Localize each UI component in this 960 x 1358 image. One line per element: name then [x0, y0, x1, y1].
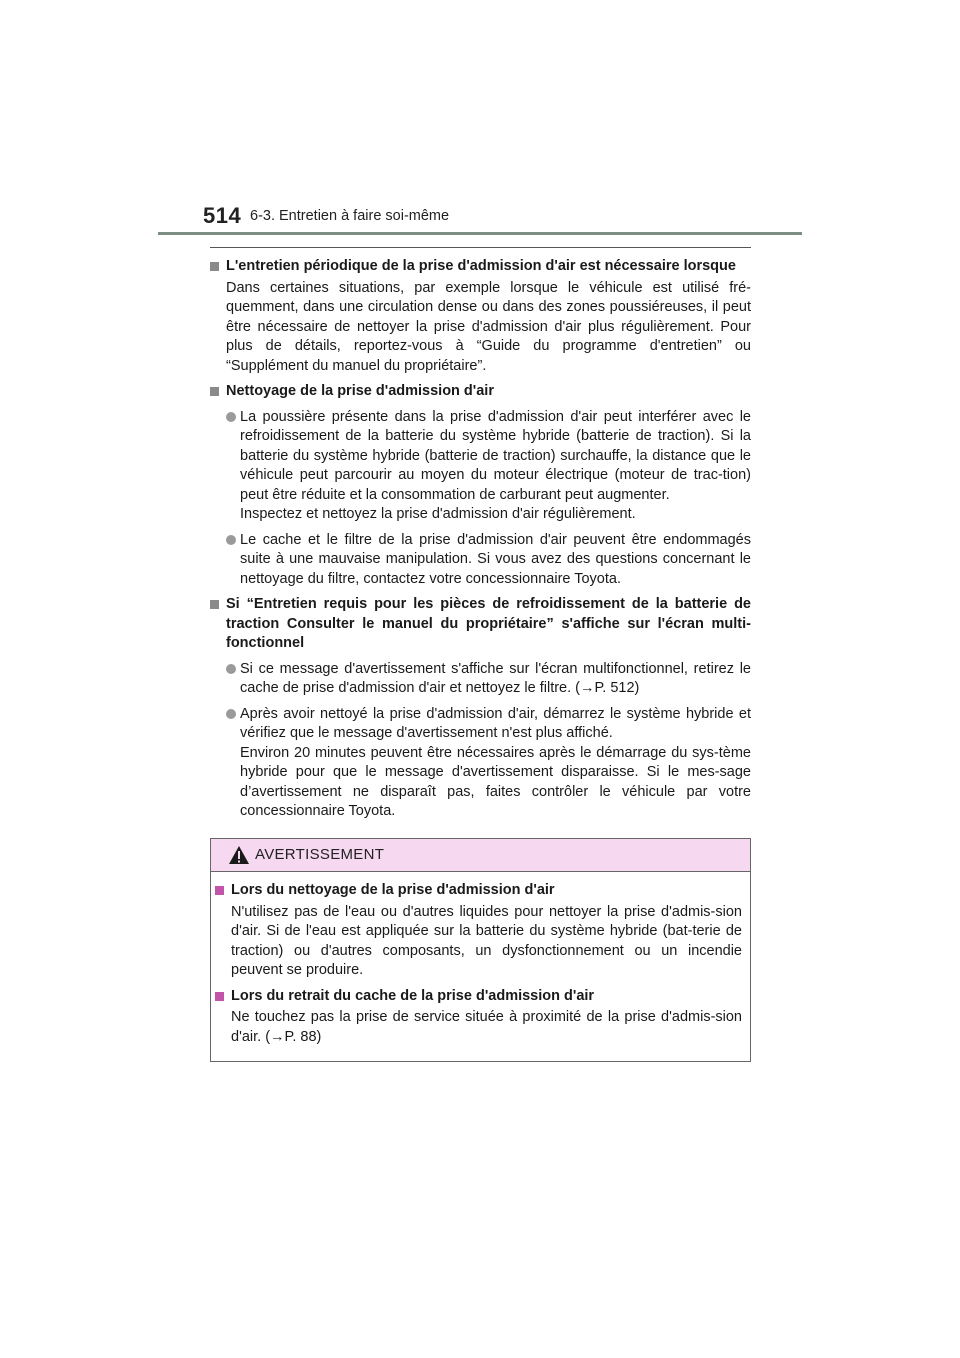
square-bullet-icon: [215, 992, 224, 1001]
heading-periodic-maintenance: [210, 257, 751, 277]
warning-title: AVERTISSEMENT: [255, 846, 385, 863]
square-bullet-icon: [215, 886, 224, 895]
bullet-subtext: Environ 20 minutes peuvent être nécessaires après le démarrage du sys-tème hybride pour que le message d'avertissement disparaisse. Si le mes-sage d’avertissement ne disparaît pas, faites contrôler le véhicule par votre concessionnaire Toyota.: [240, 744, 751, 819]
warning-box: [210, 838, 751, 1062]
square-bullet-icon: [210, 262, 219, 271]
bullet-dust: [210, 408, 751, 525]
paragraph-periodic-maintenance: Dans certaines situations, par exemple lorsque le véhicule est utilisé fré-quemment, dans une circulation dense ou dans des zones poussiéreuses, il peut être nécessaire de nettoyer la prise d'admission d'air plus régulièrement. Pour plus de détails, reportez-vous à “Guide du programme d'entretien” ou “Supplément du manuel du propriétaire”.: [226, 279, 751, 374]
warning-body: [215, 881, 742, 1047]
warning-paragraph-cover-removal: Ne touchez pas la prise de service située à proximité de la prise d'admis-sion d'air. (→P. 88): [231, 1009, 742, 1045]
page-header: [203, 203, 763, 229]
square-bullet-icon: [210, 387, 219, 396]
warning-paragraph-cleaning: N'utilisez pas de l'eau ou d'autres liquides pour nettoyer la prise d'admis-sion d'air. Si de l'eau est appliquée sur la batterie du système hybride (bat-terie de traction) ou d'autres composants, un dysfonctionnement ou un incendie peuvent se produire.: [231, 903, 742, 978]
bullet-text: La poussière présente dans la prise d'admission d'air peut interférer avec le refroidissement de la batterie du système hybride (batterie de traction). Si la batterie du système hybride (batterie de traction) surchauffe, la distance que le véhicule peut parcourir au moyen du moteur électrique (moteur de trac-tion) peut être réduite et la consommation de carburant peut augmenter.: [240, 408, 751, 503]
bullet-text: Si ce message d'avertissement s'affiche sur l'écran multifonctionnel, retirez le cache de prise d'admission d'air et nettoyez le filtre. (→P. 512): [240, 660, 751, 696]
warning-triangle-icon: [228, 845, 250, 865]
bullet-text: Après avoir nettoyé la prise d'admission d'air, démarrez le système hybride et vérifiez que le message d'avertissement n'est plus affiché.: [240, 705, 751, 741]
bullet-after-cleaning: [210, 705, 751, 822]
bullet-cover-filter: [210, 531, 751, 590]
square-bullet-icon: [210, 600, 219, 609]
circle-bullet-icon: [226, 535, 236, 545]
heading-text: Si “Entretien requis pour les pièces de refroidissement de la batterie de traction Consulter le manuel du propriétaire” s'affiche sur l'écran multi-fonctionnel: [226, 596, 751, 651]
warning-heading-cover-removal: [215, 987, 742, 1007]
main-content: [210, 257, 751, 822]
circle-bullet-icon: [226, 664, 236, 674]
content-rule: [210, 247, 751, 248]
bullet-subtext: Inspectez et nettoyez la prise d'admission d'air régulièrement.: [240, 506, 636, 522]
circle-bullet-icon: [226, 412, 236, 422]
heading-text: L'entretien périodique de la prise d'admission d'air est nécessaire lorsque: [226, 258, 736, 274]
heading-cleaning: [210, 382, 751, 402]
page-number: 514: [203, 203, 242, 228]
bullet-message-displayed: [210, 660, 751, 699]
circle-bullet-icon: [226, 709, 236, 719]
heading-text: Lors du nettoyage de la prise d'admission d'air: [231, 882, 555, 898]
section-title: 6-3. Entretien à faire soi-même: [250, 208, 450, 224]
warning-header: [211, 839, 750, 872]
warning-heading-cleaning: [215, 881, 742, 901]
heading-text: Lors du retrait du cache de la prise d'admission d'air: [231, 987, 595, 1004]
bullet-text: Le cache et le filtre de la prise d'admission d'air peuvent être endommagés suite à une mauvaise manipulation. Si vous avez des questions concernant le nettoyage du filtre, contactez votre concessionnaire Toyota.: [240, 531, 751, 587]
heading-warning-message: [210, 595, 751, 654]
header-rule: [158, 232, 802, 235]
heading-text: Nettoyage de la prise d'admission d'air: [226, 383, 494, 399]
